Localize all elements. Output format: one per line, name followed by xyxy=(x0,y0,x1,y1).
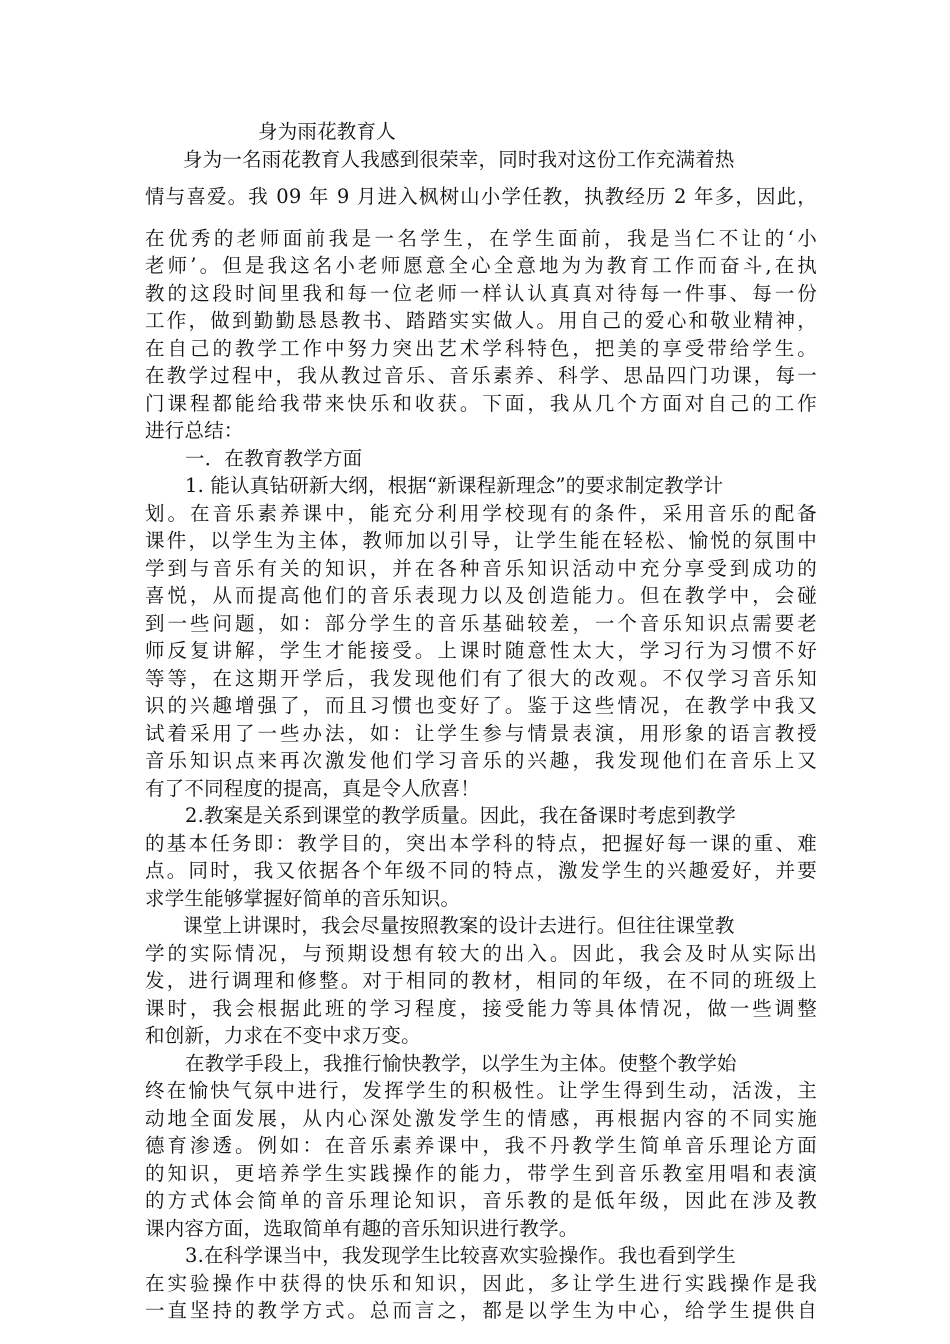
paragraph-line: 学的实际情况，与预期设想有较大的出入。因此，我会及时从实际出 xyxy=(145,941,817,965)
document-page xyxy=(145,118,817,1325)
paragraph-line: 的基本任务即：教学目的，突出本学科的特点，把握好每一课的重、难 xyxy=(145,831,817,855)
paragraph-line: 2.教案是关系到课堂的教学质量。因此，我在备课时考虑到教学 xyxy=(185,804,736,827)
paragraph-line: 工作，做到勤勤恳恳教书、踏踏实实做人。用自己的爱心和敬业精神， xyxy=(145,309,817,332)
paragraph-line: 教的这段时间里我和每一位老师一样认认真真对待每一件事、每一份 xyxy=(145,281,817,305)
paragraph-line: 在优秀的老师面前我是一名学生，在学生面前，我是当仁不让的‘小 xyxy=(145,226,817,250)
paragraph-line: 喜悦，从而提高他们的音乐表现力以及创造能力。但在教学中，会碰 xyxy=(145,584,817,607)
paragraph-line: 终在愉快气氛中进行，发挥学生的积极性。让学生得到生动，活泼，主 xyxy=(145,1079,817,1102)
paragraph-line: 和创新，力求在不变中求万变。 xyxy=(145,1024,421,1047)
paragraph-line: 的知识，更培养学生实践操作的能力，带学生到音乐教室用唱和表演 xyxy=(145,1161,817,1185)
paragraph-line: 在教学手段上，我推行愉快教学，以学生为主体。使整个教学始 xyxy=(185,1051,737,1075)
paragraph-line: 课时，我会根据此班的学习程度，接受能力等具体情况，做一些调整 xyxy=(145,996,817,1020)
paragraph-line: 身为一名雨花教育人我感到很荣幸，同时我对这份工作充满着热 xyxy=(183,147,735,171)
section-heading: 一．在教育教学方面 xyxy=(185,446,363,470)
paragraph-line: 学到与音乐有关的知识，并在各种音乐知识活动中充分享受到成功的 xyxy=(145,556,817,580)
paragraph-line: 课件，以学生为主体，教师加以引导，让学生能在轻松、愉悦的氛围中 xyxy=(145,529,817,552)
paragraph-line: 动地全面发展，从内心深处激发学生的情感，再根据内容的不同实施 xyxy=(145,1106,817,1130)
paragraph-line: 一直坚持的教学方式。总而言之，都是以学生为中心，给学生提供自 xyxy=(145,1299,817,1322)
paragraph-line: 识的兴趣增强了，而且习惯也变好了。鉴于这些情况，在教学中我又 xyxy=(145,694,817,717)
paragraph-line: 师反复讲解，学生才能接受。上课时随意性太大，学习行为习惯不好 xyxy=(145,639,817,662)
paragraph-line: 发，进行调理和修整。对于相同的教材，相同的年级，在不同的班级上 xyxy=(145,969,817,992)
paragraph-line: 老师’。但是我这名小老师愿意全心全意地为为教育工作而奋斗,在执 xyxy=(145,254,817,277)
paragraph-line: 3.在科学课当中，我发现学生比较喜欢实验操作。我也看到学生 xyxy=(185,1244,736,1267)
paragraph-line: 划。在音乐素养课中，能充分利用学校现有的条件，采用音乐的配备 xyxy=(145,501,817,525)
paragraph-line: 进行总结： xyxy=(145,419,244,442)
paragraph-line: 德育渗透。例如：在音乐素养课中，我不丹教学生简单音乐理论方面 xyxy=(145,1134,817,1157)
paragraph-line: 1. 能认真钻研新大纲，根据“新课程新理念”的要求制定教学计 xyxy=(185,474,724,497)
paragraph-line: 试着采用了一些办法，如：让学生参与情景表演，用形象的语言教授 xyxy=(145,721,817,745)
paragraph-line: 课内容方面，选取简单有趣的音乐知识进行教学。 xyxy=(145,1216,579,1240)
paragraph-line: 音乐知识点来再次激发他们学习音乐的兴趣，我发现他们在音乐上又 xyxy=(145,749,817,772)
paragraph-line: 在自己的教学工作中努力突出艺术学科特色，把美的享受带给学生。 xyxy=(145,336,817,360)
paragraph-line: 在实验操作中获得的快乐和知识，因此，多让学生进行实践操作是我 xyxy=(145,1271,817,1295)
paragraph-line: 课堂上讲课时，我会尽量按照教案的设计去进行。但往往课堂教 xyxy=(183,914,735,937)
document-title: 身为雨花教育人 xyxy=(258,120,396,143)
paragraph-line: 有了不同程度的提高，真是令人欣喜！ xyxy=(145,776,480,800)
paragraph-line: 的方式体会简单的音乐理论知识，音乐教的是低年级，因此在涉及教 xyxy=(145,1189,817,1212)
paragraph-line: 到一些问题，如：部分学生的音乐基础较差，一个音乐知识点需要老 xyxy=(145,611,817,635)
paragraph-line: 门课程都能给我带来快乐和收获。下面，我从几个方面对自己的工作 xyxy=(145,391,817,415)
paragraph-line: 点。同时，我又依据各个年级不同的特点，激发学生的兴趣爱好，并要 xyxy=(145,859,817,882)
paragraph-line: 情与喜爱。我 09 年 9 月进入枫树山小学任教，执教经历 2 年多，因此， xyxy=(145,185,817,208)
paragraph-line: 等等，在这期开学后，我发现他们有了很大的改观。不仅学习音乐知 xyxy=(145,666,817,690)
paragraph-line: 在教学过程中，我从教过音乐、音乐素养、科学、思品四门功课，每一 xyxy=(145,364,817,387)
paragraph-line: 求学生能够掌握好简单的音乐知识。 xyxy=(145,886,461,910)
